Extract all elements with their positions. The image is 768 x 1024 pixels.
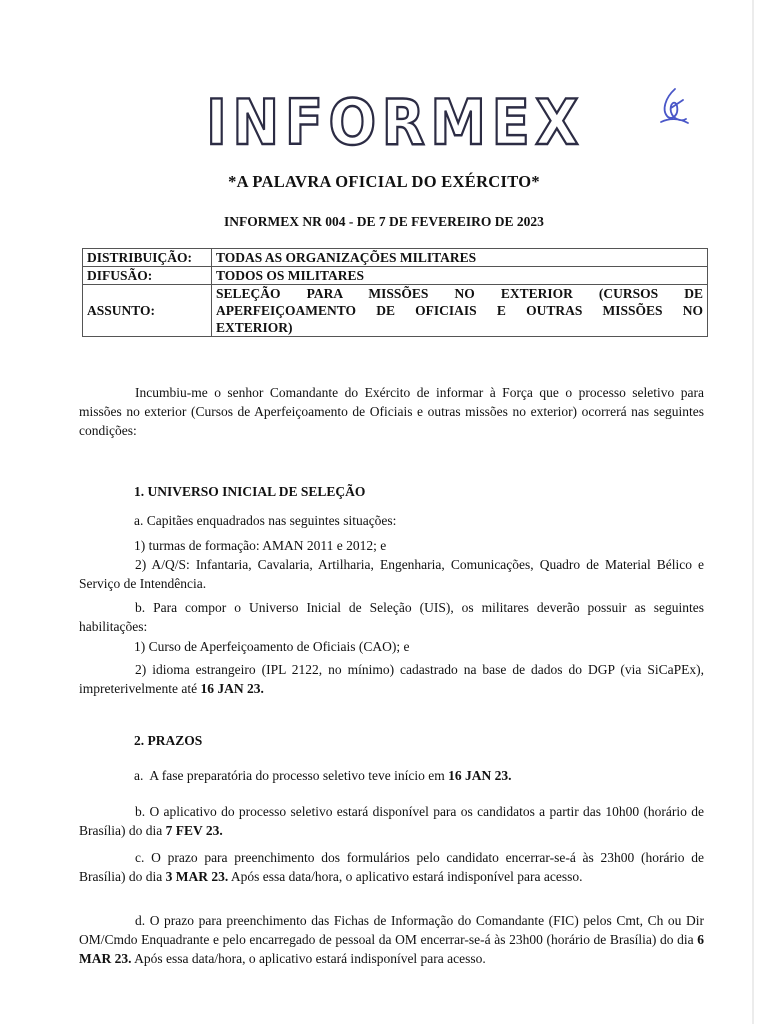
- table-row: [83, 249, 708, 267]
- handwritten-initial: [655, 86, 691, 128]
- document-number: INFORMEX NR 004 - DE 7 DE FEVEREIRO DE 2023: [224, 214, 544, 229]
- header-table: [82, 248, 708, 337]
- section-1-item-b2: [79, 660, 704, 698]
- section-2-item-b: [79, 802, 704, 840]
- date: 6 MAR 23.: [79, 932, 705, 966]
- distribuicao-value: TODAS AS ORGANIZAÇÕES MILITARES: [212, 249, 708, 267]
- informex-logo: [203, 92, 587, 150]
- item-text: 2) idioma estrangeiro (IPL 2122, no mínimo) cadastrado na base de dados do DGP (via SiCaPEx), impreterivelmente até: [79, 662, 704, 696]
- section-2-item-c: [79, 848, 704, 886]
- assunto-value: [212, 285, 708, 337]
- date: 16 JAN 23.: [448, 768, 512, 783]
- motto: *A PALAVRA OFICIAL DO EXÉRCITO*: [228, 172, 540, 191]
- section-1-item-a1: 1) turmas de formação: AMAN 2011 e 2012; e: [134, 538, 387, 553]
- difusao-value: TODOS OS MILITARES: [212, 267, 708, 285]
- item-text: c. O prazo para preenchimento dos formulários pelo candidato encerrar-se-á às 23h00 (horário de Brasília) do dia: [79, 850, 704, 884]
- table-row: [83, 285, 708, 337]
- item-text: d. O prazo para preenchimento das Fichas de Informação do Comandante (FIC) pelos Cmt, Ch ou Dir OM/Cmdo Enquadrante e pelo encarregado de pessoal da OM encerrar-se-á às 23h00 (horário de Brasília) do dia: [79, 913, 704, 947]
- date: 16 JAN 23.: [200, 681, 264, 696]
- section-1-item-b: b. Para compor o Universo Inicial de Seleção (UIS), os militares deverão possuir as seguintes habilitações:: [79, 600, 704, 634]
- table-row: [83, 267, 708, 285]
- section-1-title: 1. UNIVERSO INICIAL DE SELEÇÃO: [134, 484, 366, 499]
- page-edge: [752, 0, 754, 1024]
- section-2-item-a: [134, 766, 512, 785]
- item-text: b. O aplicativo do processo seletivo estará disponível para os candidatos a partir das 10h00 (horário de Brasília) do dia: [79, 804, 704, 838]
- item-text: a. A fase preparatória do processo seletivo teve início em: [134, 768, 445, 783]
- assunto-line: SELEÇÃO PARA MISSÕES NO EXTERIOR (CURSOS DE: [216, 286, 703, 301]
- assunto-label: ASSUNTO:: [83, 285, 212, 337]
- date: 3 MAR 23.: [165, 869, 229, 884]
- assunto-line: EXTERIOR): [216, 320, 293, 335]
- section-1-item-b1: 1) Curso de Aperfeiçoamento de Oficiais (CAO); e: [134, 639, 410, 654]
- distribuicao-label: DISTRIBUIÇÃO:: [83, 249, 212, 267]
- svg-text:INFORMEX: INFORMEX: [206, 92, 584, 150]
- section-2-item-d: [79, 911, 704, 968]
- section-1-item-a2: 2) A/Q/S: Infantaria, Cavalaria, Artilharia, Engenharia, Comunicações, Quadro de Material Bélico e Serviço de Intendência.: [79, 557, 704, 591]
- item-text: Após essa data/hora, o aplicativo estará indisponível para acesso.: [134, 951, 486, 966]
- item-text: Após essa data/hora, o aplicativo estará indisponível para acesso.: [230, 869, 583, 884]
- section-1-item-a: a. Capitães enquadrados nas seguintes situações:: [134, 513, 397, 528]
- date: 7 FEV 23.: [165, 823, 223, 838]
- assunto-line: APERFEIÇOAMENTO DE OFICIAIS E OUTRAS MISSÕES NO: [216, 303, 703, 318]
- intro-paragraph: Incumbiu-me o senhor Comandante do Exército de informar à Força que o processo seletivo para missões no exterior (Cursos de Aperfeiçoamento de Oficiais e outras missões no exterior) ocorrerá nas seguintes condições:: [79, 385, 704, 438]
- difusao-label: DIFUSÃO:: [83, 267, 212, 285]
- section-2-title: 2. PRAZOS: [134, 733, 203, 748]
